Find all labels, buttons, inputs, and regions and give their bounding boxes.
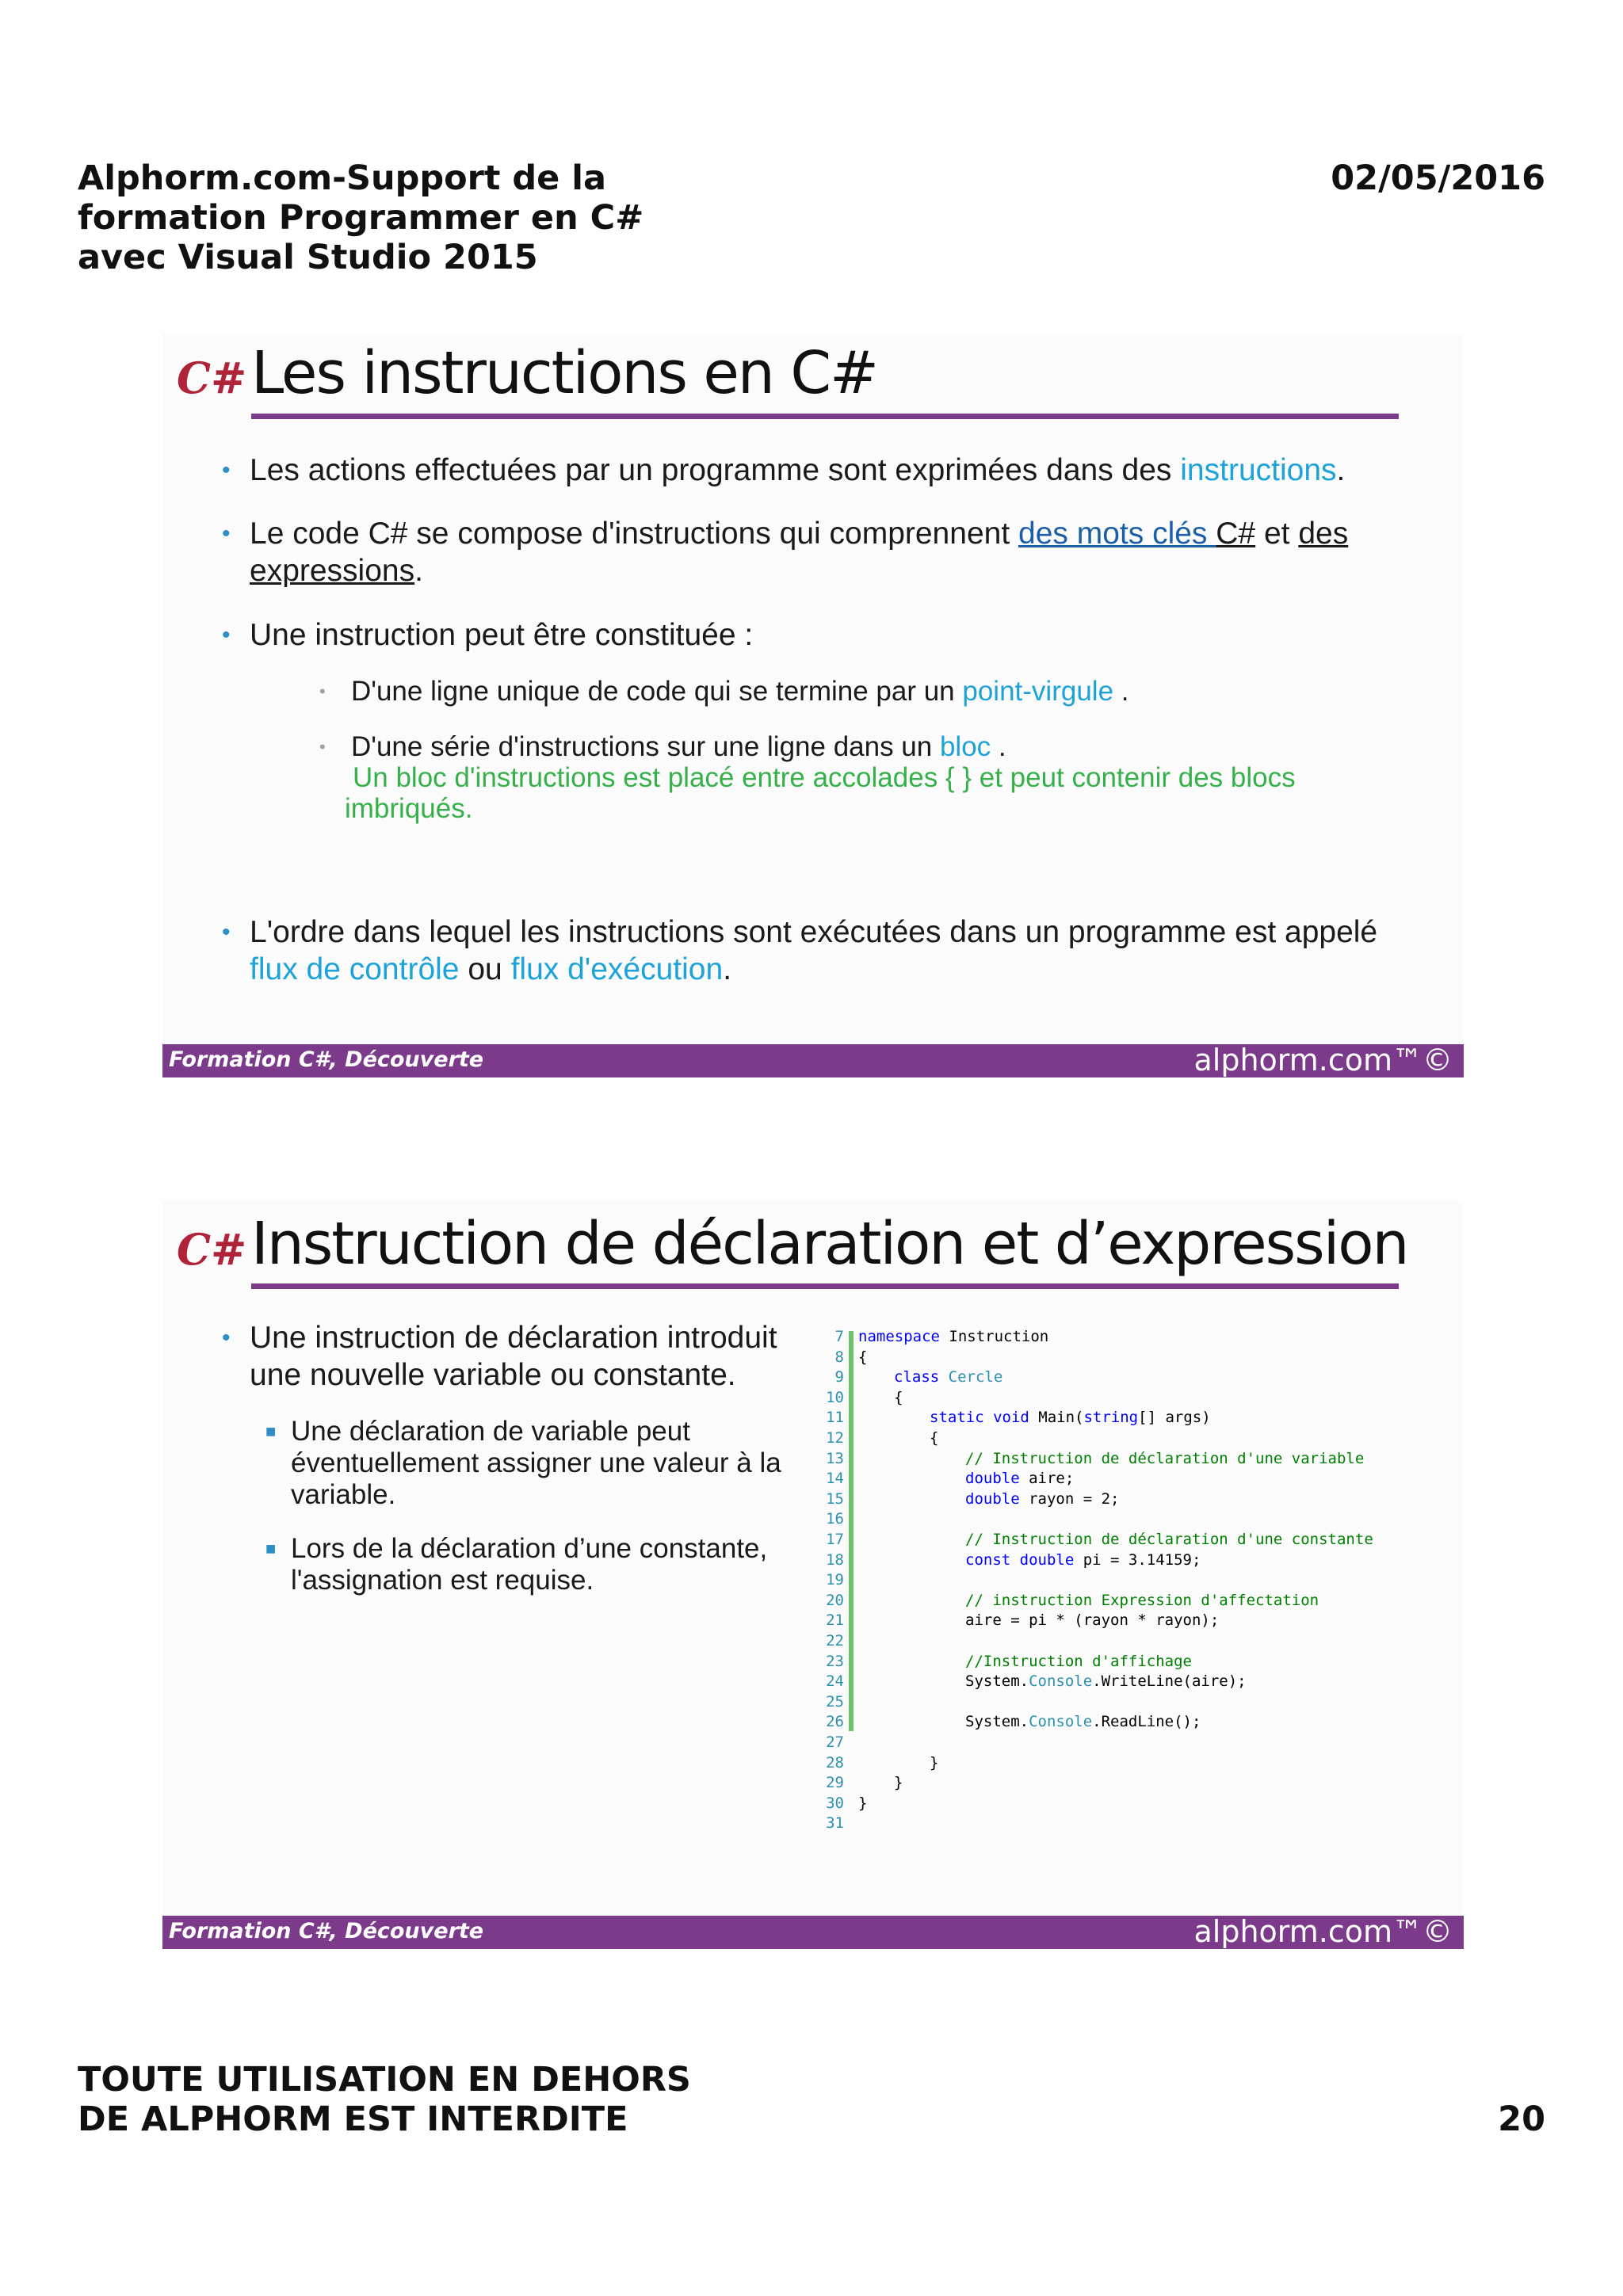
bullet-dot-icon: • bbox=[222, 919, 231, 945]
line-number: 28 bbox=[826, 1753, 844, 1772]
slide-footer-brand: alphorm.com™© bbox=[1193, 1043, 1453, 1077]
csharp-logo-icon: C# bbox=[177, 353, 247, 403]
bullet-dot-icon: • bbox=[222, 521, 231, 547]
footer-warning-line2: DE ALPHORM EST INTERDITE bbox=[78, 2100, 628, 2139]
highlight-flux-controle: flux de contrôle bbox=[250, 952, 460, 986]
sq-text-line1: Lors de la déclaration d’une constante, bbox=[291, 1533, 768, 1564]
sub-bullet-dot-icon: • bbox=[319, 737, 326, 757]
code-text: } bbox=[858, 1794, 868, 1812]
bullet-text-mid: ou bbox=[459, 952, 511, 986]
line-number: 12 bbox=[826, 1429, 844, 1447]
slide-title: Instruction de déclaration et d’expression bbox=[251, 1210, 1408, 1278]
code-text: // Instruction de déclaration d'une constante bbox=[965, 1531, 1373, 1548]
code-text: System.Console.ReadLine(); bbox=[965, 1713, 1201, 1731]
code-editor-screenshot bbox=[820, 1327, 1391, 1842]
bullet-text: L'ordre dans lequel les instructions sont exécutées dans un programme est appelé bbox=[250, 915, 1378, 949]
line-number: 13 bbox=[826, 1449, 844, 1467]
bullet-dot-icon: • bbox=[222, 1325, 231, 1351]
code-text: } bbox=[894, 1774, 903, 1792]
slide-footer-band bbox=[162, 1916, 1464, 1949]
line-number: 11 bbox=[826, 1409, 844, 1427]
bullet-text-mid: et bbox=[1255, 517, 1299, 551]
code-text: namespace Instruction bbox=[858, 1328, 1049, 1345]
link-des[interactable]: des bbox=[1298, 517, 1349, 551]
bullet-text: Les actions effectuées par un programme sont exprimées dans des bbox=[250, 453, 1181, 487]
code-text: { bbox=[858, 1348, 868, 1366]
code-text: static void Main(string[] args) bbox=[930, 1409, 1211, 1427]
line-number: 7 bbox=[834, 1328, 844, 1345]
line-number: 26 bbox=[826, 1713, 844, 1731]
code-text: class Cercle bbox=[894, 1368, 1003, 1386]
line-number: 20 bbox=[826, 1591, 844, 1609]
document-header-title: Alphorm.com-Support de la formation Programmer en C# avec Visual Studio 2015 bbox=[78, 158, 644, 277]
link-expressions[interactable]: expressions bbox=[250, 554, 415, 588]
line-number: 22 bbox=[826, 1632, 844, 1650]
line-number: 30 bbox=[826, 1794, 844, 1812]
title-underline bbox=[251, 414, 1399, 419]
sub-bullet-text: D'une série d'instructions sur une ligne dans un bbox=[351, 731, 940, 762]
sq-text-line2: l'assignation est requise. bbox=[291, 1565, 594, 1596]
line-number: 9 bbox=[834, 1368, 844, 1386]
slide-les-instructions bbox=[162, 333, 1464, 1077]
sq-text-line1: Une déclaration de variable peut bbox=[291, 1416, 690, 1447]
sub-bullet-text-end: . bbox=[991, 731, 1006, 762]
line-number: 31 bbox=[826, 1814, 844, 1833]
highlight-flux-execution: flux d'exécution bbox=[510, 952, 724, 986]
line-number: 23 bbox=[826, 1652, 844, 1670]
bullet-text-line1: Une instruction de déclaration introduit bbox=[250, 1321, 777, 1355]
line-number: 29 bbox=[826, 1774, 844, 1792]
footer-warning-line1: TOUTE UTILISATION EN DEHORS bbox=[78, 2060, 691, 2100]
sq-text-line3: variable. bbox=[291, 1479, 396, 1510]
code-text: const double pi = 3.14159; bbox=[965, 1550, 1201, 1569]
highlight-point-virgule: point-virgule bbox=[962, 676, 1114, 707]
line-number: 24 bbox=[826, 1672, 844, 1691]
code-text: // instruction Expression d'affectation bbox=[965, 1591, 1319, 1609]
bullet-text-end: . bbox=[1336, 453, 1346, 487]
bullet-text-end: . bbox=[414, 554, 423, 588]
document-footer-warning bbox=[78, 2060, 791, 2139]
square-bullet-icon: ■ bbox=[265, 1421, 277, 1441]
square-bullet-icon: ■ bbox=[265, 1539, 277, 1558]
code-text: System.Console.WriteLine(aire); bbox=[965, 1672, 1247, 1691]
line-number: 14 bbox=[826, 1470, 844, 1488]
line-number: 15 bbox=[826, 1489, 844, 1508]
line-number: 17 bbox=[826, 1531, 844, 1548]
slide-instruction-declaration bbox=[162, 1200, 1464, 1949]
slide-footer-course: Formation C#, Découverte bbox=[169, 1919, 484, 1943]
line-number: 8 bbox=[834, 1348, 844, 1366]
bullet-text-line2: une nouvelle variable ou constante. bbox=[250, 1358, 736, 1392]
code-change-bar bbox=[849, 1331, 854, 1731]
slide-footer-course: Formation C#, Découverte bbox=[169, 1047, 484, 1072]
code-text: { bbox=[930, 1429, 939, 1447]
page-number: 20 bbox=[1498, 2100, 1545, 2139]
slide-footer-brand: alphorm.com™© bbox=[1193, 1914, 1453, 1949]
line-number: 21 bbox=[826, 1611, 844, 1630]
bullet-dot-icon: • bbox=[222, 622, 231, 648]
line-number: 27 bbox=[826, 1733, 844, 1751]
slide-title: Les instructions en C# bbox=[251, 339, 878, 407]
csharp-logo-icon: C# bbox=[177, 1224, 247, 1275]
link-mots-cles[interactable]: des mots clés bbox=[1018, 517, 1216, 551]
sub-bullet-text-end: . bbox=[1113, 676, 1129, 707]
code-text: } bbox=[930, 1753, 939, 1772]
code-text: //Instruction d'affichage bbox=[965, 1652, 1192, 1670]
document-header-date: 02/05/2016 bbox=[1331, 158, 1545, 198]
code-text: // Instruction de déclaration d'une variable bbox=[965, 1449, 1365, 1467]
highlight-bloc: bloc bbox=[939, 731, 991, 762]
bloc-note-line2: imbriqués. bbox=[345, 793, 473, 824]
code-text: double aire; bbox=[965, 1470, 1075, 1488]
line-number: 25 bbox=[826, 1692, 844, 1711]
code-text: { bbox=[894, 1388, 903, 1406]
code-text: aire = pi * (rayon * rayon); bbox=[965, 1611, 1220, 1630]
bullet-dot-icon: • bbox=[222, 457, 231, 483]
link-csharp[interactable]: C# bbox=[1216, 517, 1256, 551]
code-text: double rayon = 2; bbox=[965, 1489, 1120, 1508]
sub-bullet-dot-icon: • bbox=[319, 681, 326, 701]
bullet-text: Une instruction peut être constituée : bbox=[250, 618, 754, 652]
sq-text-line2: éventuellement assigner une valeur à la bbox=[291, 1447, 781, 1478]
line-number: 18 bbox=[826, 1550, 844, 1569]
bullet-text: Le code C# se compose d'instructions qui comprennent bbox=[250, 517, 1018, 551]
highlight-instructions: instructions bbox=[1180, 453, 1337, 487]
title-underline bbox=[251, 1283, 1399, 1289]
bullet-text-end: . bbox=[723, 952, 732, 986]
bloc-note-line1: Un bloc d'instructions est placé entre accolades { } et peut contenir des blocs bbox=[353, 762, 1296, 793]
sub-bullet-text: D'une ligne unique de code qui se termine par un bbox=[351, 676, 963, 707]
slide-footer-band bbox=[162, 1044, 1464, 1077]
line-number: 10 bbox=[826, 1388, 844, 1406]
line-number: 16 bbox=[826, 1510, 844, 1528]
line-number: 19 bbox=[826, 1571, 844, 1589]
